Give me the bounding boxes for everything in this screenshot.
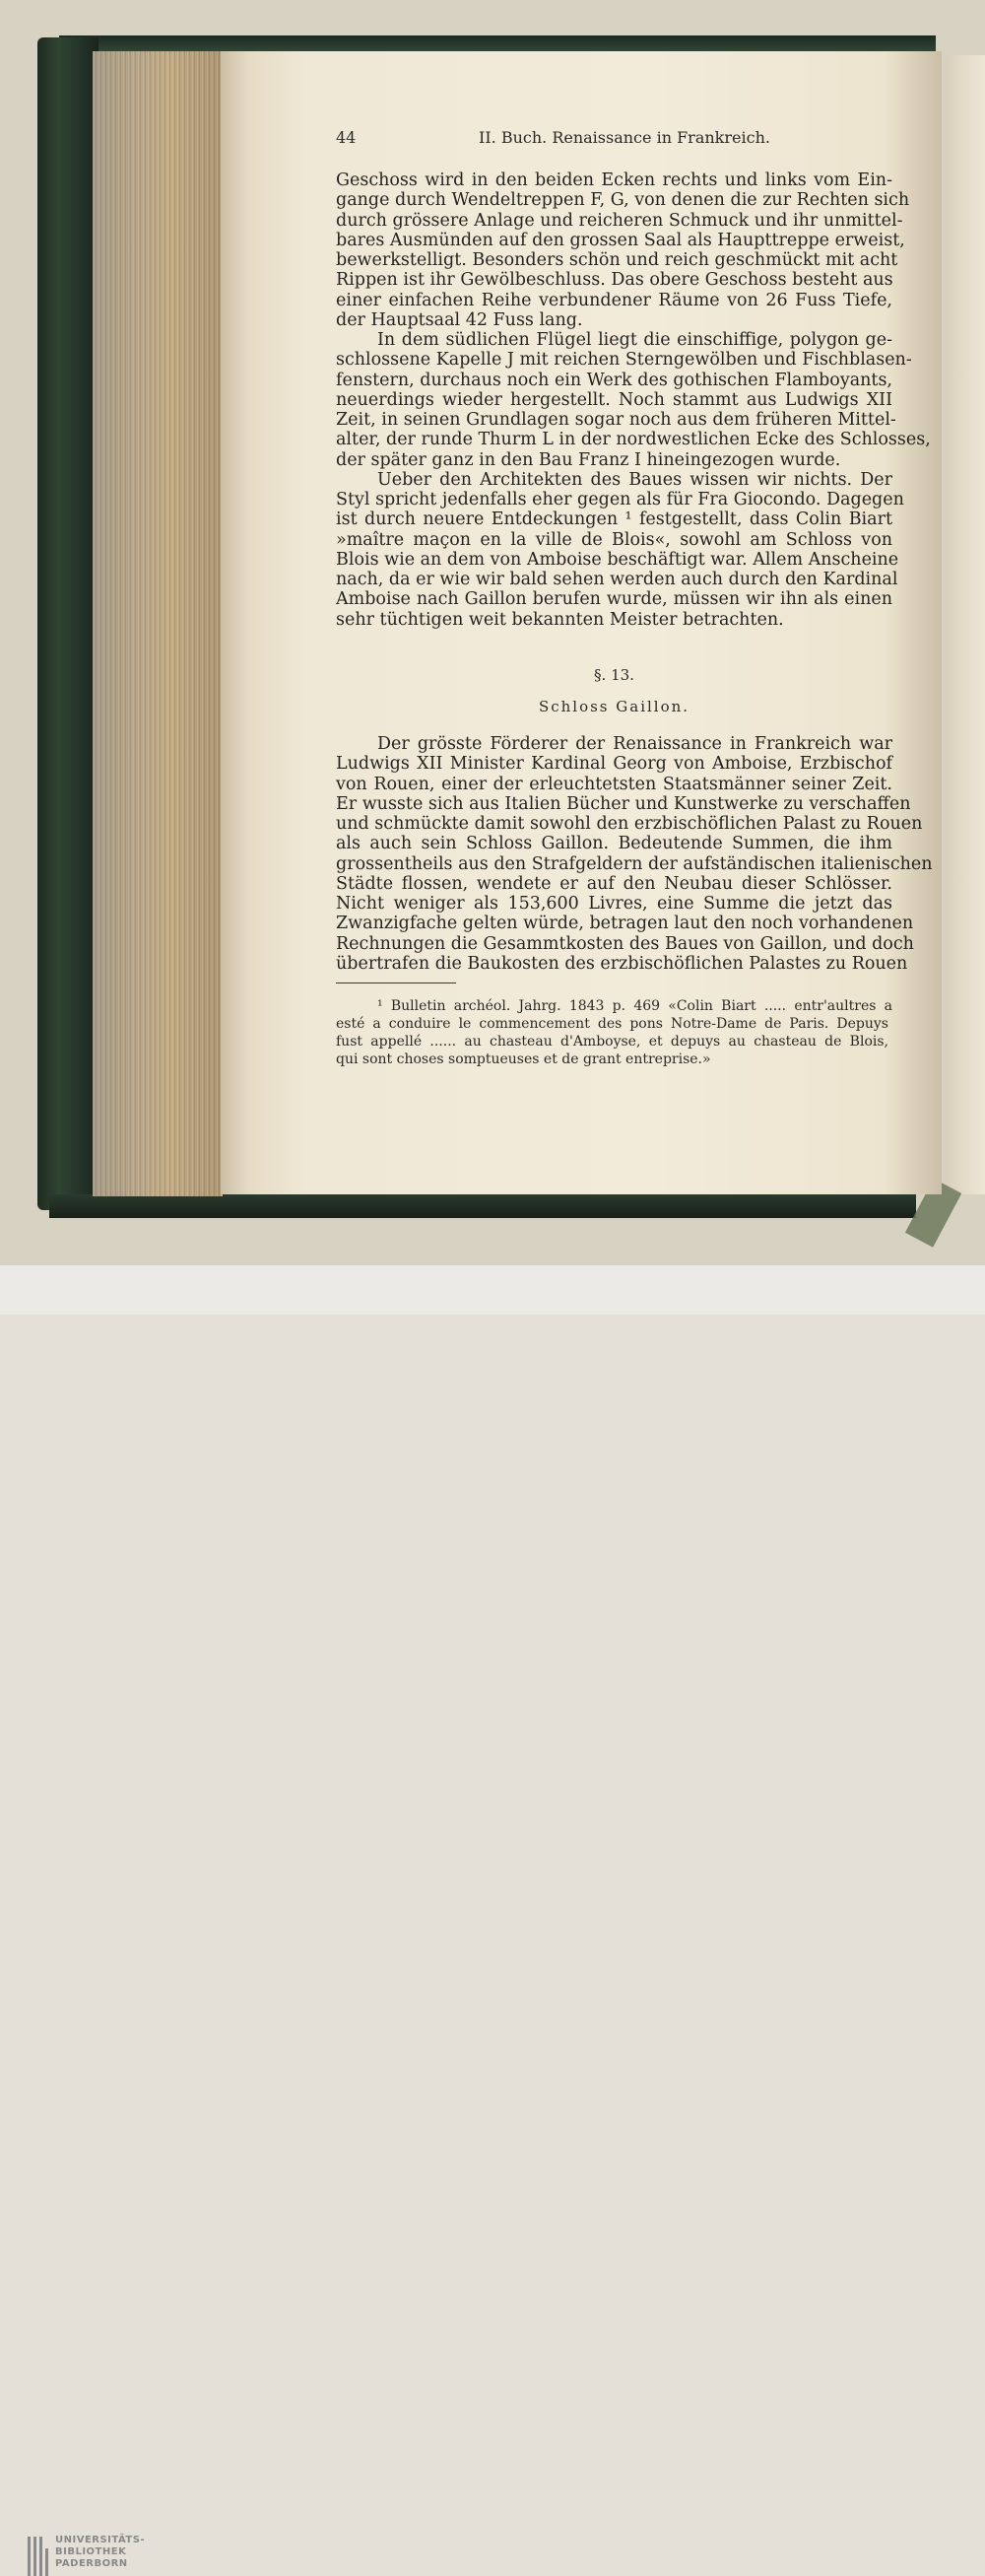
- footnote-line: esté a conduire le commencement des pons Notre-Dame de Paris. Depuys: [336, 1016, 888, 1032]
- footnote-line: fust appellé ...... au chasteau d'Amboyse, et depuys au chasteau de Blois,: [336, 1034, 888, 1050]
- library-logo-text: [55, 2535, 145, 2570]
- library-logo-line2: BIBLIOTHEK: [55, 2546, 127, 2557]
- text-line: fenstern, durchaus noch ein Werk des gothischen Flamboyants,: [336, 370, 892, 390]
- text-line: Zwanzigfache gelten würde, betragen laut den noch vorhandenen: [336, 914, 914, 934]
- text-line: übertrafen die Baukosten des erzbischöflichen Palastes zu Rouen: [336, 953, 908, 974]
- text-line: durch grössere Anlage und reicheren Schmuck und ihr unmittel-: [336, 210, 903, 231]
- footnote-line: ¹ Bulletin archéol. Jahrg. 1843 p. 469 «Colin Biart ..... entr'aultres a: [377, 998, 892, 1014]
- library-logo-line3: PADERBORN: [55, 2558, 128, 2569]
- facing-page-edge: [944, 55, 985, 1194]
- text-line: und schmückte damit sowohl den erzbischöflichen Palast zu Rouen: [336, 814, 923, 834]
- text-line: neuerdings wieder hergestellt. Noch stammt aus Ludwigs XII: [336, 389, 892, 410]
- page-number: 44: [336, 128, 357, 147]
- section-number: §. 13.: [594, 666, 634, 684]
- book-cover-bottom: [49, 1194, 916, 1218]
- library-logo-line1: UNIVERSITÄTS-: [55, 2535, 146, 2545]
- text-line: Nicht weniger als 153,600 Livres, eine Summe die jetzt das: [336, 894, 892, 914]
- book-cover-spine: [37, 37, 98, 1210]
- text-line: schlossene Kapelle J mit reichen Sterngewölben und Fischblasen-: [336, 350, 912, 371]
- text-line: Rechnungen die Gesammtkosten des Baues von Gaillon, und doch: [336, 933, 914, 954]
- running-header: [336, 128, 892, 156]
- text-line: In dem südlichen Flügel liegt die einschiffige, polygon ge-: [377, 330, 892, 350]
- text-line: nach, da er wie wir bald sehen werden auch durch den Kardinal: [336, 570, 898, 589]
- text-line: Er wusste sich aus Italien Bücher und Kunstwerke zu verschaffen: [336, 793, 911, 814]
- footnote-line: qui sont choses somptueuses et de grant entreprise.»: [336, 1051, 711, 1067]
- text-line: Blois wie an dem von Amboise beschäftigt war. Allem Anscheine: [336, 549, 899, 570]
- footer-bar: [0, 1265, 985, 2569]
- running-title: II. Buch. Renaissance in Frankreich.: [479, 128, 770, 147]
- book-scan: [0, 0, 985, 1265]
- text-line: Rippen ist ihr Gewölbeschluss. Das obere Geschoss besteht aus: [336, 270, 893, 291]
- page-edges-tint: [93, 51, 221, 1196]
- text-line: der Hauptsaal 42 Fuss lang.: [336, 309, 583, 330]
- library-barcode-logo-icon: [28, 2537, 49, 2576]
- text-line: grossentheils aus den Strafgeldern der aufständischen italienischen: [336, 853, 933, 874]
- text-line: Städte flossen, wendete er auf den Neubau dieser Schlösser.: [336, 873, 892, 894]
- text-line: »maître maçon en la ville de Blois«, sowohl am Schloss von: [336, 529, 892, 550]
- text-line: Amboise nach Gaillon berufen wurde, müssen wir ihn als einen: [336, 589, 892, 610]
- text-line: einer einfachen Reihe verbundener Räume von 26 Fuss Tiefe,: [336, 290, 892, 310]
- text-line: bares Ausmünden auf den grossen Saal als Haupttreppe erweist,: [336, 230, 905, 250]
- text-line: Styl spricht jedenfalls eher gegen als für Fra Giocondo. Dagegen: [336, 490, 904, 509]
- text-line: Der grösste Förderer der Renaissance in Frankreich war: [377, 734, 892, 754]
- text-line: sehr tüchtigen weit bekannten Meister betrachten.: [336, 609, 784, 630]
- text-line: ist durch neuere Entdeckungen ¹ festgestellt, dass Colin Biart: [336, 509, 892, 530]
- text-line: Geschoss wird in den beiden Ecken rechts und links vom Ein-: [336, 170, 892, 190]
- section-title: Schloss Gaillon.: [538, 698, 690, 715]
- text-line: alter, der runde Thurm L in der nordwestlichen Ecke des Schlosses,: [336, 430, 931, 450]
- text-line: von Rouen, einer der erleuchtetsten Staatsmänner seiner Zeit.: [336, 774, 892, 794]
- text-line: als auch sein Schloss Gaillon. Bedeutende Summen, die ihm: [336, 834, 892, 854]
- text-line: Zeit, in seinen Grundlagen sogar noch aus dem früheren Mittel-: [336, 410, 896, 430]
- text-line: der später ganz in den Bau Franz I hineingezogen wurde.: [336, 449, 841, 470]
- text-line: gange durch Wendeltreppen F, G, von denen die zur Rechten sich: [336, 190, 910, 211]
- text-line: Ueber den Architekten des Baues wissen wir nichts. Der: [377, 469, 892, 490]
- text-line: bewerkstelligt. Besonders schön und reich geschmückt mit acht: [336, 250, 898, 270]
- text-line: Ludwigs XII Minister Kardinal Georg von Amboise, Erzbischof: [336, 754, 892, 775]
